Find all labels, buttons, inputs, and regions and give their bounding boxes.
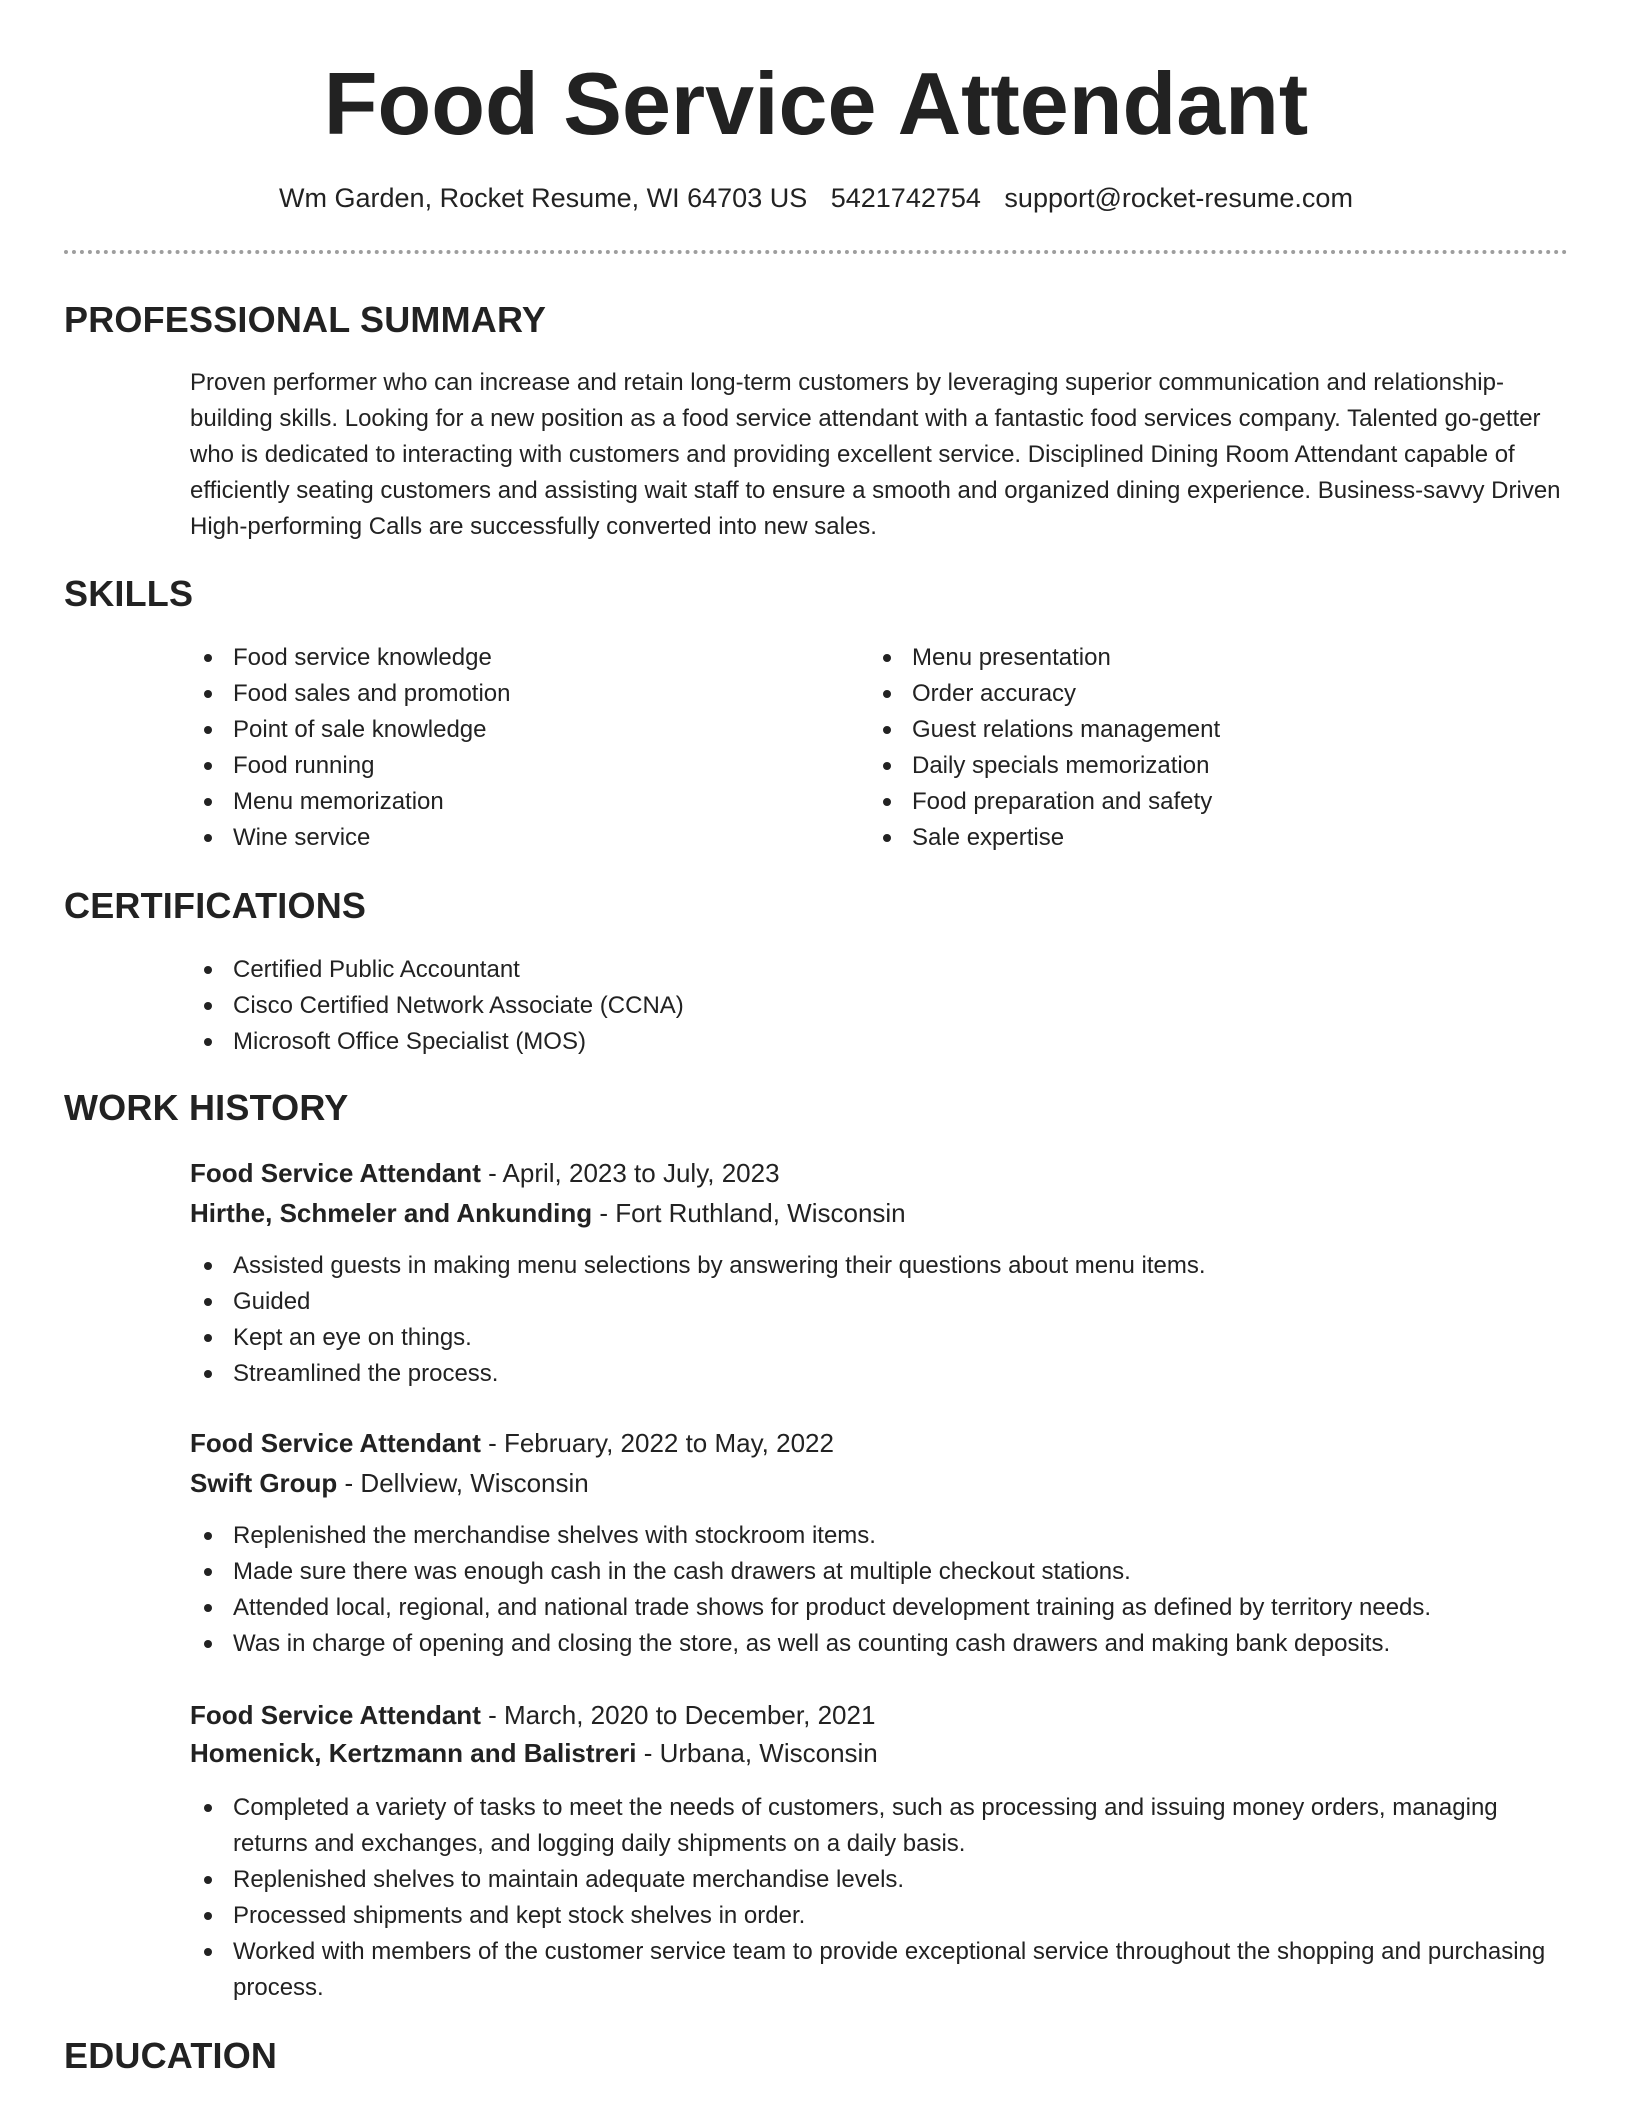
job-bullet: Worked with members of the customer service team to provide exceptional service throughout the shopping and purchasing process. — [190, 1934, 1570, 2006]
job-bullet: Was in charge of opening and closing the store, as well as counting cash drawers and making bank deposits. — [190, 1626, 1570, 1662]
job-title: Food Service Attendant — [190, 1158, 481, 1188]
job-company-line — [190, 1193, 906, 1233]
header-divider — [64, 250, 1568, 254]
job-company: Homenick, Kertzmann and Balistreri — [190, 1738, 637, 1768]
skill-item: Food preparation and safety — [869, 784, 1489, 820]
certification-item: Cisco Certified Network Associate (CCNA) — [190, 988, 1490, 1024]
skill-item: Food running — [190, 748, 810, 784]
education-heading: EDUCATION — [64, 2035, 278, 2076]
job-bullet: Streamlined the process. — [190, 1356, 1570, 1392]
job-bullet: Guided — [190, 1284, 1570, 1320]
job-bullets — [190, 1518, 1570, 1662]
job-title: Food Service Attendant — [190, 1700, 481, 1730]
skill-item: Order accuracy — [869, 676, 1489, 712]
resume-name: Food Service Attendant — [323, 54, 1309, 153]
job-title-line — [190, 1695, 875, 1735]
certification-item: Microsoft Office Specialist (MOS) — [190, 1024, 1490, 1060]
certifications-list — [190, 952, 1490, 1060]
job-bullets — [190, 1248, 1570, 1392]
summary-text: Proven performer who can increase and retain long-term customers by leveraging superior communication and relationship-building skills. Looking for a new position as a food service attendant with a fantastic food services company. Talented go-getter who is dedicated to interacting with customers and providing excellent service. Disciplined Dining Room Attendant capable of efficiently seating customers and assisting wait staff to ensure a smooth and organized dining experience. Business-savvy Driven High-performing Calls are successfully converted into new sales. — [190, 369, 1561, 540]
job-title: Food Service Attendant — [190, 1428, 481, 1458]
job-dates: - April, 2023 to July, 2023 — [480, 1158, 780, 1188]
skill-item: Food sales and promotion — [190, 676, 810, 712]
skills-list-left — [190, 640, 810, 856]
contact-email: support@rocket-resume.com — [1004, 183, 1353, 213]
skills-list-right — [869, 640, 1489, 856]
skill-item: Point of sale knowledge — [190, 712, 810, 748]
job-dates: - March, 2020 to December, 2021 — [480, 1700, 876, 1730]
job-bullet: Completed a variety of tasks to meet the needs of customers, such as processing and issuing money orders, managing returns and exchanges, and logging daily shipments on a daily basis. — [190, 1790, 1570, 1862]
job-company-line — [190, 1463, 589, 1503]
work-history-heading: WORK HISTORY — [64, 1087, 349, 1128]
job-bullets — [190, 1790, 1570, 2006]
job-bullet: Replenished the merchandise shelves with stockroom items. — [190, 1518, 1570, 1554]
skill-item: Wine service — [190, 820, 810, 856]
job-title-line — [190, 1153, 780, 1193]
job-title-line — [190, 1423, 834, 1463]
skill-item: Menu memorization — [190, 784, 810, 820]
job-company-line — [190, 1733, 878, 1773]
certifications-heading: CERTIFICATIONS — [64, 885, 367, 926]
job-location: - Urbana, Wisconsin — [636, 1738, 878, 1768]
contact-line — [0, 178, 1632, 218]
job-company: Hirthe, Schmeler and Ankunding — [190, 1198, 593, 1228]
job-bullet: Attended local, regional, and national trade shows for product development training as defined by territory needs. — [190, 1590, 1570, 1626]
job-bullet: Replenished shelves to maintain adequate merchandise levels. — [190, 1862, 1570, 1898]
job-location: - Dellview, Wisconsin — [337, 1468, 589, 1498]
skill-item: Sale expertise — [869, 820, 1489, 856]
job-company: Swift Group — [190, 1468, 338, 1498]
skill-item: Food service knowledge — [190, 640, 810, 676]
contact-phone: 5421742754 — [830, 183, 981, 213]
skill-item: Daily specials memorization — [869, 748, 1489, 784]
job-bullet: Made sure there was enough cash in the cash drawers at multiple checkout stations. — [190, 1554, 1570, 1590]
certification-item: Certified Public Accountant — [190, 952, 1490, 988]
job-location: - Fort Ruthland, Wisconsin — [592, 1198, 906, 1228]
job-bullet: Kept an eye on things. — [190, 1320, 1570, 1356]
job-bullet: Assisted guests in making menu selections by answering their questions about menu items. — [190, 1248, 1570, 1284]
skill-item: Menu presentation — [869, 640, 1489, 676]
contact-address: Wm Garden, Rocket Resume, WI 64703 US — [279, 183, 808, 213]
job-bullet: Processed shipments and kept stock shelves in order. — [190, 1898, 1570, 1934]
job-dates: - February, 2022 to May, 2022 — [480, 1428, 834, 1458]
skill-item: Guest relations management — [869, 712, 1489, 748]
summary-heading: PROFESSIONAL SUMMARY — [64, 299, 547, 340]
skills-heading: SKILLS — [64, 573, 194, 614]
